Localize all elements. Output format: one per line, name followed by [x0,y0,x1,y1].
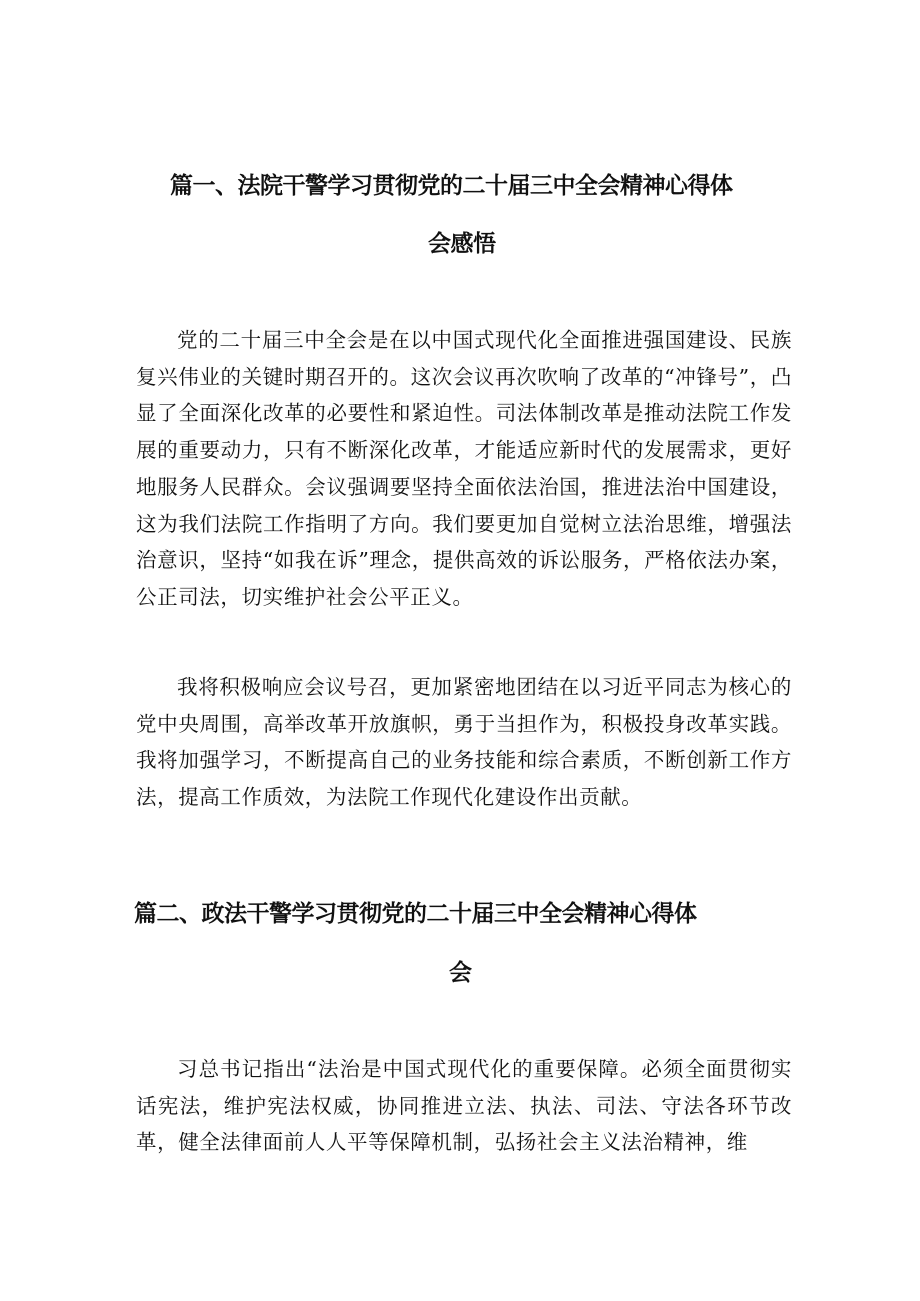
section-1-title-line-1: 篇一、法院干警学习贯彻党的二十届三中全会精神心得体 [170,173,733,199]
section-1-paragraph-1: 党的二十届三中全会是在以中国式现代化全面推进强国建设、民族复兴伟业的关键时期召开的。这次会议再次吹响了改革的“冲锋号”，凸显了全面深化改革的必要性和紧迫性。司法体制改革是推动法院工作发展的重要动力，只有不断深化改革，才能适应新时代的发展需求，更好地服务人民群众。会议强调要坚持全面依法治国，推进法治中国建设，这为我们法院工作指明了方向。我们要更加自觉树立法治思维，增强法治意识，坚持“如我在诉”理念，提供高效的诉讼服务，严格依法办案，公正司法，切实维护社会公平正义。 [136,328,792,609]
section-2-title-line-2: 会 [449,960,472,986]
section-2-title-line-1: 篇二、政法干警学习贯彻党的二十届三中全会精神心得体 [134,901,697,927]
section-1-paragraph-2: 我将积极响应会议号召，更加紧密地团结在以习近平同志为核心的党中央周围，高举改革开放旗帜，勇于当担作为，积极投身改革实践。我将加强学习，不断提高自己的业务技能和综合素质，不断创新工作方法，提高工作质效，为法院工作现代化建设作出贡献。 [136,675,792,810]
section-1-title-line-2: 会感悟 [428,231,496,257]
section-2-paragraph-1: 习总书记指出“法治是中国式现代化的重要保障。必须全面贯彻实话宪法，维护宪法权威，协同推进立法、执法、司法、守法各环节改革，健全法律面前人人平等保障机制，弘扬社会主义法治精神，维 [136,1057,792,1155]
